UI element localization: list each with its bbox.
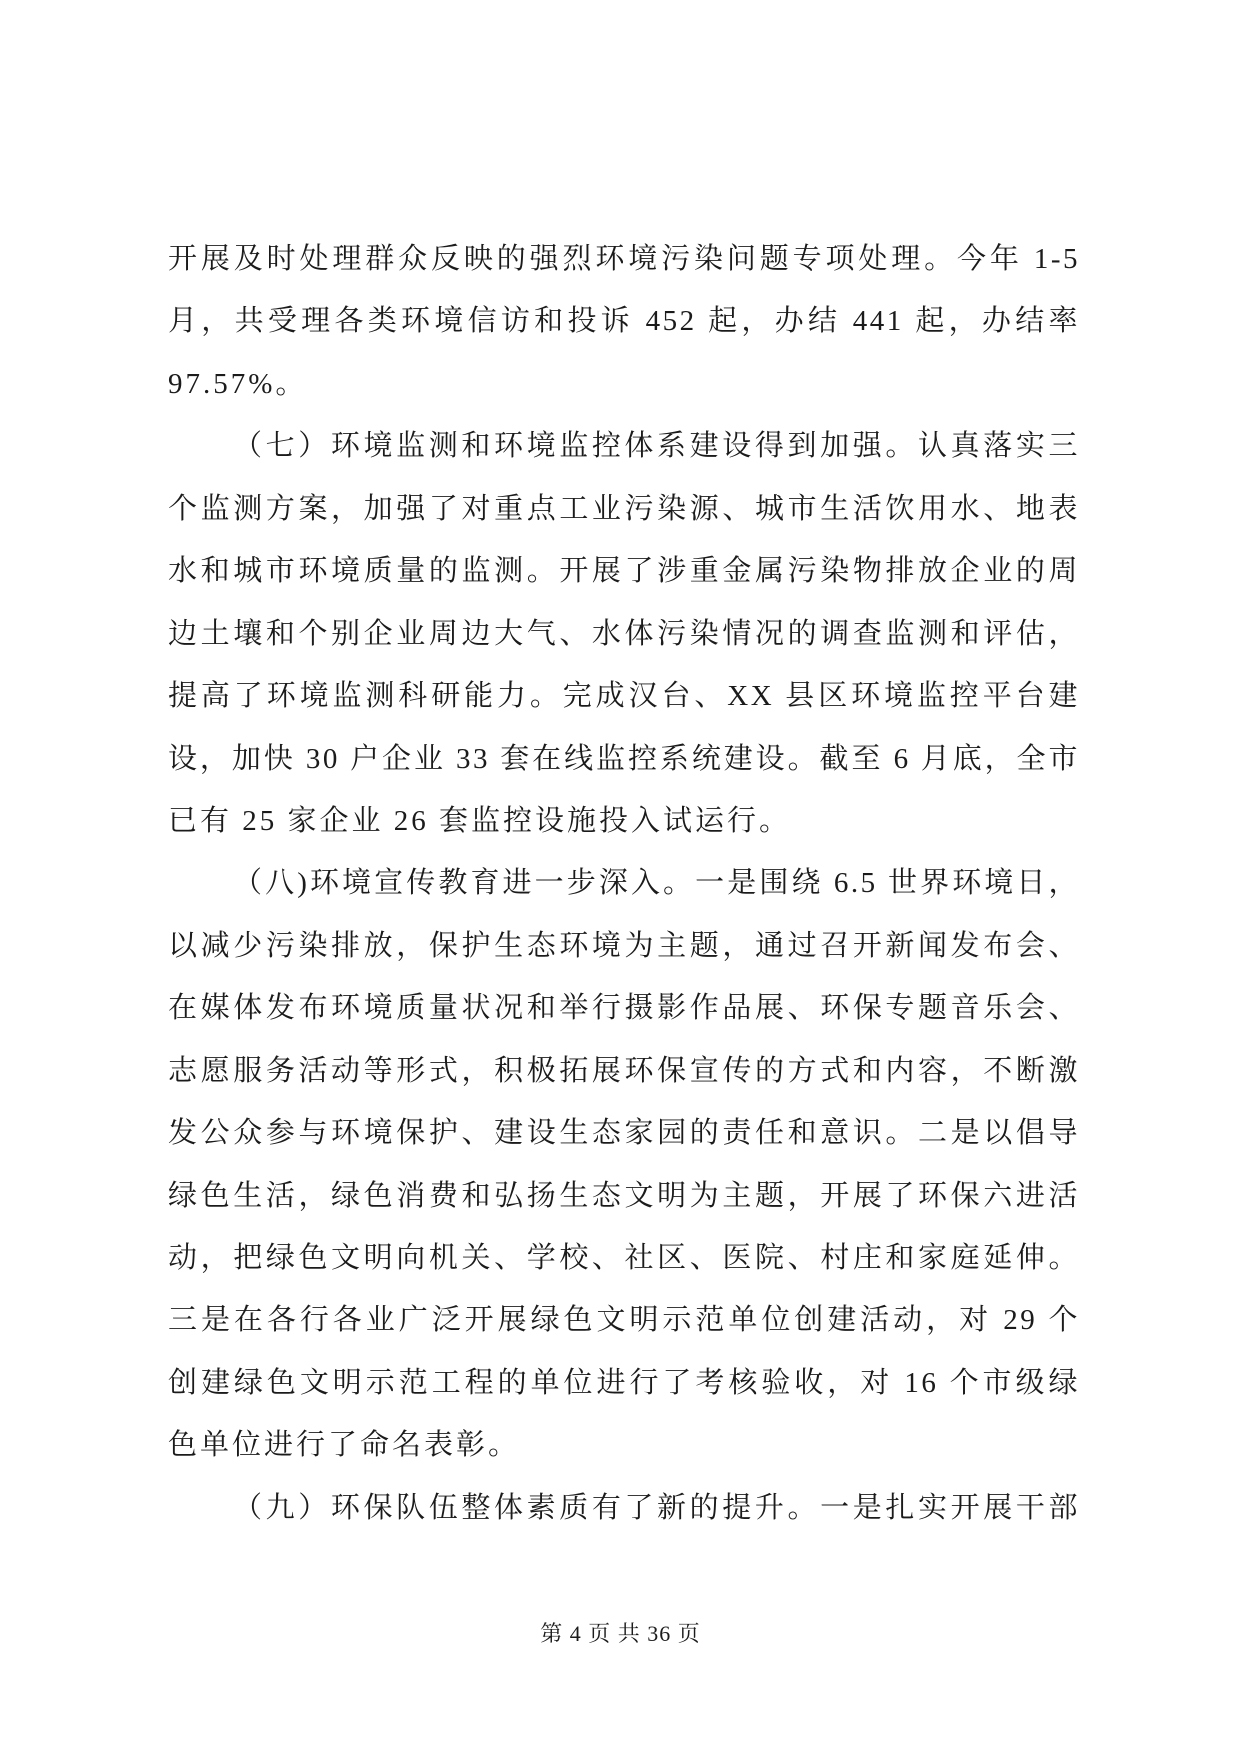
text-line: 色单位进行了命名表彰。 bbox=[168, 1429, 521, 1462]
text-line: 97.57%。 bbox=[168, 367, 308, 400]
text-line: 动，把绿色文明向机关、学校、社区、医院、村庄和家庭延伸。 bbox=[168, 1242, 1080, 1274]
text-line: 三是在各行各业广泛开展绿色文明示范单位创建活动，对 29 个 bbox=[168, 1304, 1080, 1337]
text-line: （九）环保队伍整体素质有了新的提升。一是扎实开展干部 bbox=[233, 1491, 1080, 1524]
text-line: 志愿服务活动等形式，积极拓展环保宣传的方式和内容，不断激 bbox=[168, 1054, 1080, 1087]
text-line: 设，加快 30 户企业 33 套在线监控系统建设。截至 6 月底，全市 bbox=[168, 742, 1080, 775]
paragraph bbox=[168, 852, 1080, 1476]
text-line: 月，共受理各类环境信访和投诉 452 起，办结 441 起，办结率 bbox=[168, 305, 1080, 338]
text-line: 已有 25 家企业 26 套监控设施投入试运行。 bbox=[168, 804, 792, 837]
text-line: （八)环境宣传教育进一步深入。一是围绕 6.5 世界环境日， bbox=[233, 867, 1080, 900]
page-number: 第 4 页 共 36 页 bbox=[540, 1621, 701, 1646]
paragraph bbox=[168, 415, 1080, 852]
text-line: 发公众参与环境保护、建设生态家园的责任和意识。二是以倡导 bbox=[168, 1117, 1080, 1150]
text-line: 创建绿色文明示范工程的单位进行了考核验收，对 16 个市级绿 bbox=[168, 1366, 1080, 1399]
paragraph bbox=[168, 1477, 1080, 1539]
text-line: 提高了环境监测科研能力。完成汉台、XX 县区环境监控平台建 bbox=[168, 680, 1080, 713]
text-line: 在媒体发布环境质量状况和举行摄影作品展、环保专题音乐会、 bbox=[168, 992, 1080, 1025]
text-line: 开展及时处理群众反映的强烈环境污染问题专项处理。今年 1-5 bbox=[168, 243, 1080, 275]
text-line: 绿色生活，绿色消费和弘扬生态文明为主题，开展了环保六进活 bbox=[168, 1179, 1080, 1212]
text-line: 水和城市环境质量的监测。开展了涉重金属污染物排放企业的周 bbox=[168, 555, 1080, 588]
text-line: （七）环境监测和环境监控体系建设得到加强。认真落实三 bbox=[233, 430, 1080, 463]
page-footer bbox=[0, 1619, 1241, 1649]
text-line: 个监测方案，加强了对重点工业污染源、城市生活饮用水、地表 bbox=[168, 492, 1080, 525]
document-body bbox=[168, 228, 1080, 1539]
text-line: 以减少污染排放，保护生态环境为主题，通过召开新闻发布会、 bbox=[168, 929, 1080, 962]
paragraph bbox=[168, 228, 1080, 415]
text-line: 边土壤和个别企业周边大气、水体污染情况的调查监测和评估， bbox=[168, 617, 1080, 650]
